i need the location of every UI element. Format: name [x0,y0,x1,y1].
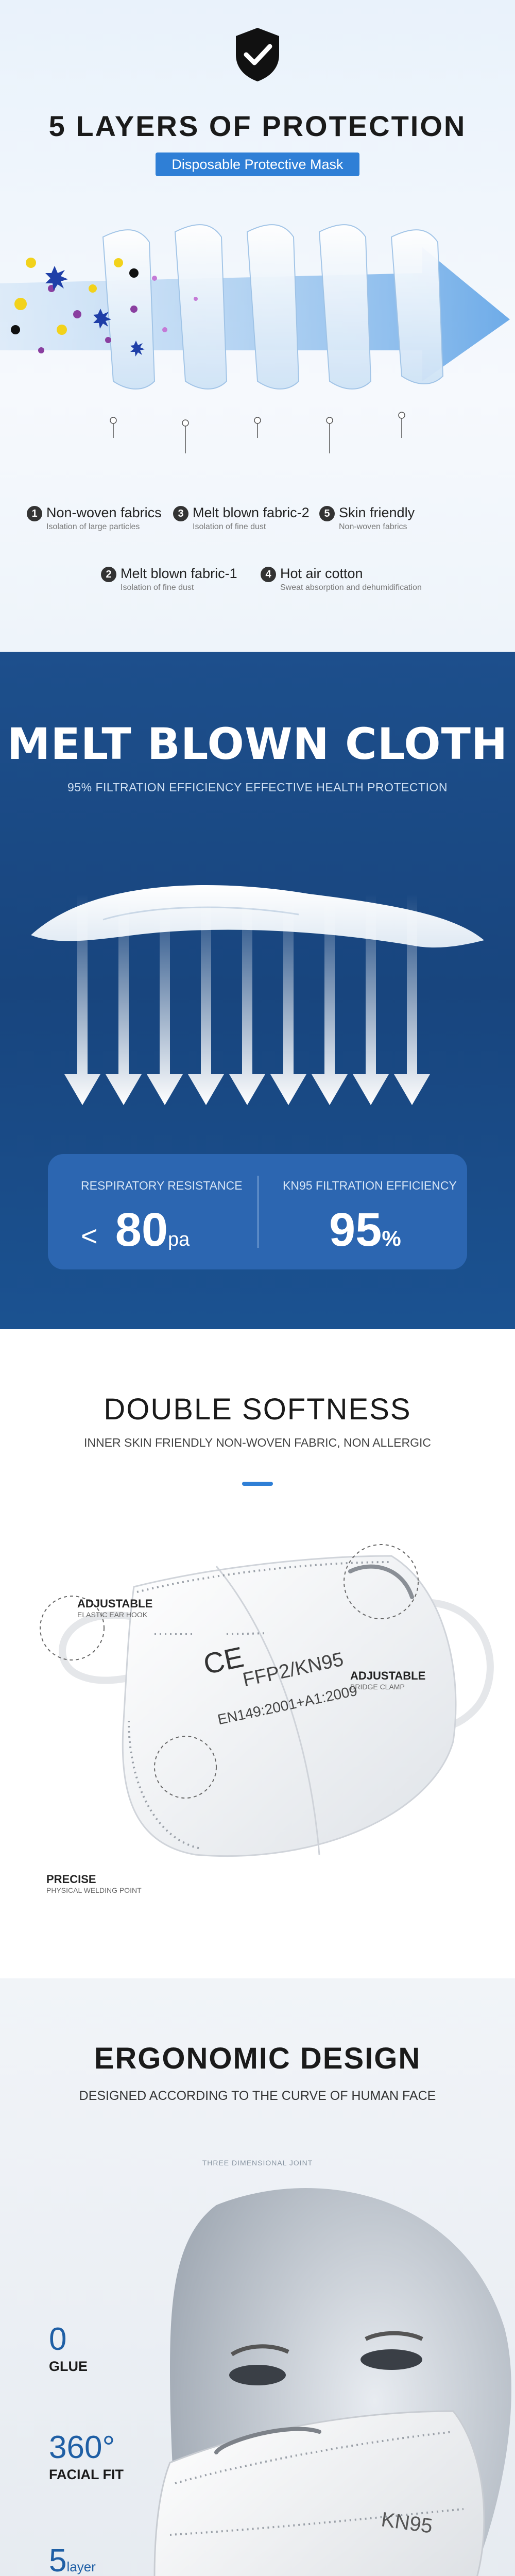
mask-print-line2: EN149:2001+A1:2009 [216,1682,359,1728]
layer-item-1: 1 Non-woven fabrics Isolation of large particles [27,505,162,532]
shield-check-icon [233,26,282,83]
mask-layers-illustration [0,196,515,464]
layers-subtitle-badge: Disposable Protective Mask [156,152,359,176]
layers-section [0,0,515,652]
efficiency-label: KN95 FILTRATION EFFICIENCY [283,1179,457,1192]
resistance-value: < 80pa [81,1204,190,1256]
meltblown-section [0,652,515,1329]
mask-print-line1: FFP2/KN95 [241,1648,346,1691]
bridge-clamp-callout: ADJUSTABLE BRIDGE CLAMP [350,1669,426,1691]
layer-item-4: 4 Hot air cotton Sweat absorption and dehumidification [261,566,422,592]
accent-bar [242,1482,273,1486]
meltblown-title: MELT BLOWN CLOTH [7,719,508,769]
softness-title: DOUBLE SOFTNESS [104,1393,411,1426]
layer-item-2: 2 Melt blown fabric-1 Isolation of fine dust [101,566,237,592]
ergonomic-title: ERGONOMIC DESIGN [94,2042,421,2075]
softness-subtitle: INNER SKIN FRIENDLY NON-WOVEN FABRIC, NON ALLERGIC [84,1436,431,1449]
resistance-label: RESPIRATORY RESISTANCE [81,1179,243,1192]
softness-section [0,1329,515,1978]
svg-text:CE: CE [200,1640,247,1681]
layer-item-5: 5 Skin friendly Non-woven fabrics [319,505,415,532]
meltblown-cloth-illustration [0,817,515,1146]
ear-hook-callout: ADJUSTABLE ELASTIC EAR HOOK [77,1597,153,1619]
filtration-stats-panel [48,1154,467,1269]
stats-divider [258,1176,259,1248]
joint-label: THREE DIMENSIONAL JOINT [202,2159,313,2167]
welding-point-callout: PRECISE PHYSICAL WELDING POINT [46,1873,142,1894]
layers-title: 5 LAYERS OF PROTECTION [48,110,467,142]
meltblown-subtitle: 95% FILTRATION EFFICIENCY EFFECTIVE HEALTH PROTECTION [67,781,448,794]
feature-glue: 0 GLUE [49,2321,88,2374]
feature-protect: 5layer [49,2543,96,2576]
ergonomic-section [0,1978,515,2576]
feature-facial-fit: 360° FACIAL FIT [49,2430,124,2482]
layer-item-3: 3 Melt blown fabric-2 Isolation of fine dust [173,505,310,532]
efficiency-value: 95% [329,1204,401,1256]
mask-print-kn95: KN95 [380,2508,434,2538]
ergonomic-subtitle: DESIGNED ACCORDING TO THE CURVE OF HUMAN FACE [79,2089,436,2103]
face-mask-illustration [0,2174,515,2576]
